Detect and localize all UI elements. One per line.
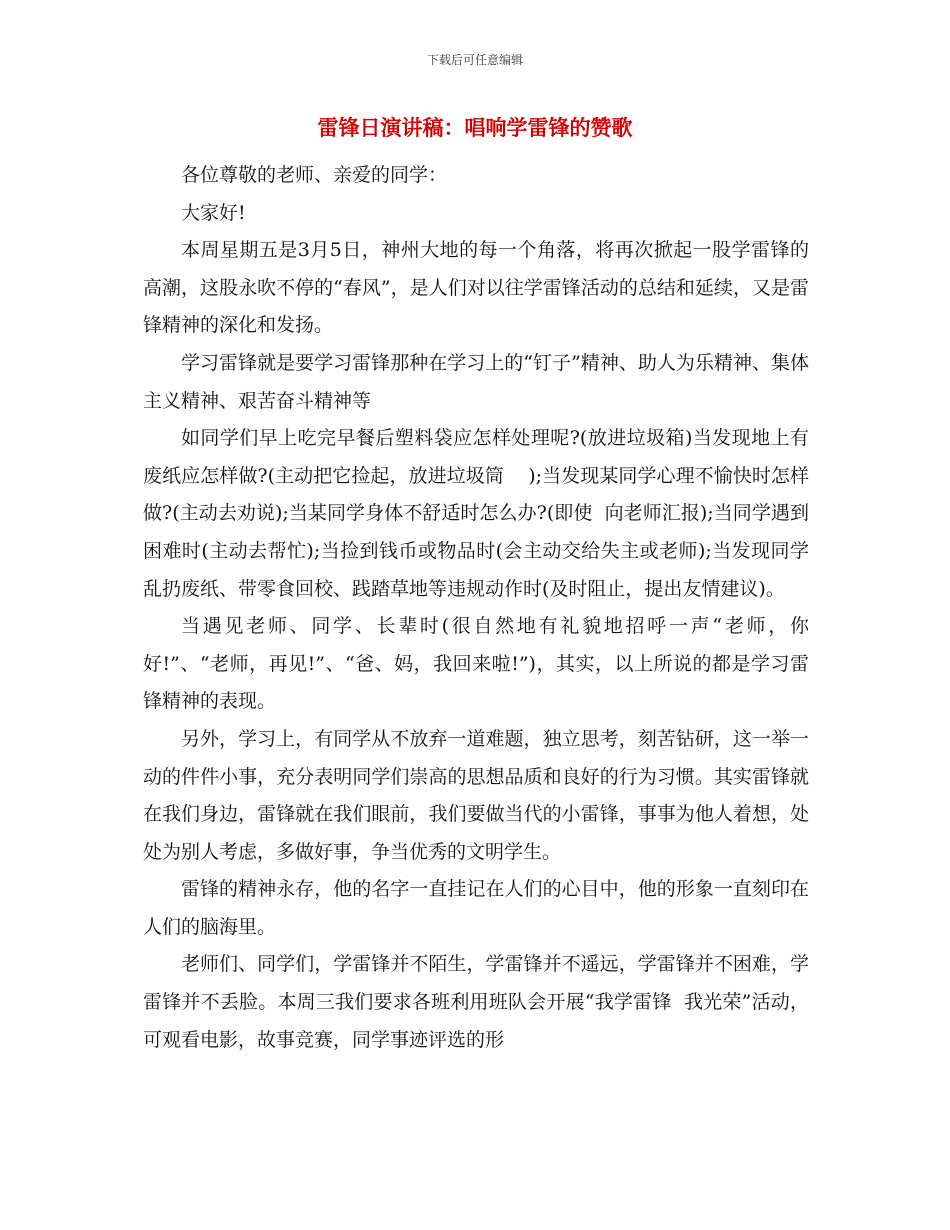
paragraph-intro: 本周星期五是3月5日，神州大地的每一个角落，将再次掀起一股学雷锋的高潮，这股永吹不停的“春风”，是人们对以往学雷锋活动的总结和延续，又是雷锋精神的深化和发扬。 bbox=[143, 239, 809, 337]
document-title: 雷锋日演讲稿：唱响学雷锋的赞歌 bbox=[317, 115, 633, 140]
paragraph-eternal: 雷锋的精神永存，他的名字一直挂记在人们的心目中，他的形象一直刻印在人们的脑海里。 bbox=[143, 878, 809, 938]
paragraph-study: 另外，学习上，有同学从不放弃一道难题，独立思考，刻苦钻研，这一举一动的件件小事，充分表明同学们崇高的思想品质和良好的行为习惯。其实雷锋就在我们身边，雷锋就在我们眼前，我们要做当代的小雷锋，事事为他人着想，处处为别人考虑，多做好事，争当优秀的文明学生。 bbox=[143, 727, 809, 863]
paragraph-examples: 如同学们早上吃完早餐后塑料袋应怎样处理呢?(放进垃圾箱)当发现地上有废纸应怎样做?(主动把它捡起，放进垃圾筒 );当发现某同学心理不愉快时怎样做?(主动去劝说);当某同学身体不舒适时怎么办?(即使 向老师汇报);当同学遇到困难时(主动去帮忙);当捡到钱币或物品时(会主动交给失主或老师);当发现同学乱扔废纸、带零食回校、践踏草地等违规动作时(及时阻止，提出友情建议)。 bbox=[143, 427, 809, 600]
paragraph-hello: 大家好! bbox=[181, 201, 246, 224]
paragraph-greeting: 各位尊敬的老师、亲爱的同学： bbox=[181, 164, 448, 186]
page-header: 下载后可任意编辑 bbox=[426, 53, 523, 67]
document-body bbox=[143, 157, 809, 1059]
paragraph-greetings-manners: 当遇见老师、同学、长辈时(很自然地有礼貌地招呼一声“老师，你好!”、“老师，再见!”、“爸、妈，我回来啦!”)，其实，以上所说的都是学习雷锋精神的表现。 bbox=[143, 615, 809, 713]
paragraph-spirit: 学习雷锋就是要学习雷锋那种在学习上的“钉子”精神、助人为乐精神、集体主义精神、艰苦奋斗精神等 bbox=[143, 351, 809, 412]
paragraph-activity: 老师们、同学们，学雷锋并不陌生，学雷锋并不遥远，学雷锋并不困难，学雷锋并不丢脸。本周三我们要求各班利用班队会开展“我学雷锋 我光荣”活动，可观看电影，故事竞赛，同学事迹评选的形 bbox=[143, 953, 809, 1051]
